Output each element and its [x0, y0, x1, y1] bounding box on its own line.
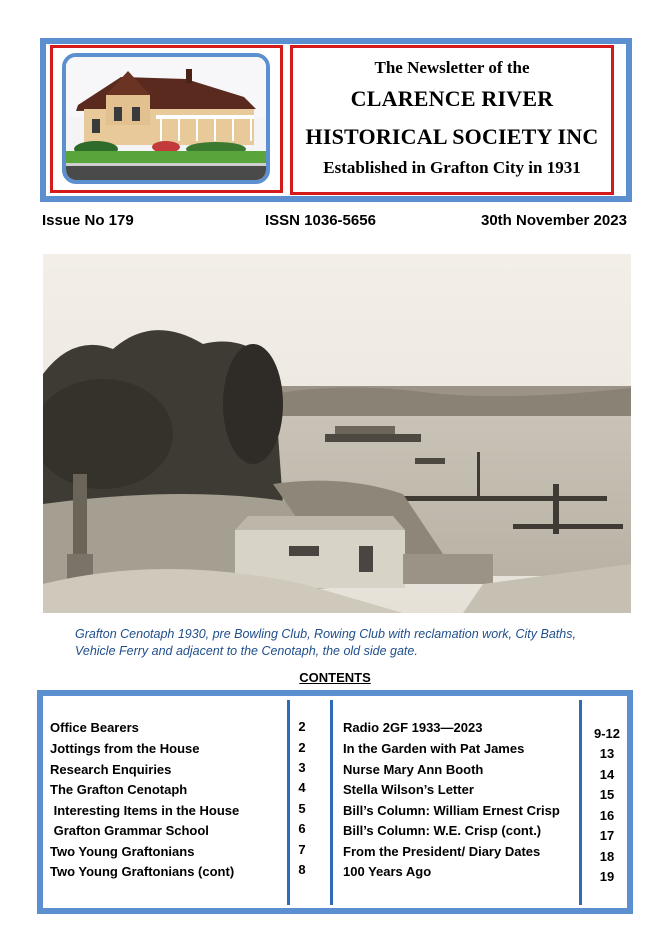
masthead-title-block	[290, 45, 614, 195]
contents-item[interactable]: Interesting Items in the House	[50, 803, 240, 818]
contents-item[interactable]: The Grafton Cenotaph	[50, 782, 188, 797]
contents-item[interactable]: Office Bearers	[50, 720, 139, 735]
issue-number: Issue No 179	[42, 212, 134, 229]
page-number: 17	[599, 828, 615, 843]
contents-item[interactable]: From the President/ Diary Dates	[343, 844, 541, 859]
page-number: 13	[599, 746, 615, 761]
contents-item[interactable]: 100 Years Ago	[343, 864, 432, 879]
page-number: 15	[599, 787, 615, 802]
issue-date: 30th November 2023	[481, 212, 627, 229]
page-number: 2	[298, 719, 306, 734]
page-number: 7	[298, 842, 306, 857]
contents-item[interactable]: Nurse Mary Ann Booth	[343, 762, 484, 777]
contents-item[interactable]: Jottings from the House	[50, 741, 200, 756]
page-number: 9-12	[593, 726, 621, 741]
contents-item[interactable]: Bill’s Column: William Ernest Crisp	[343, 803, 560, 818]
cenotaph-photo	[43, 254, 631, 613]
contents-item[interactable]: Grafton Grammar School	[50, 823, 209, 838]
contents-item[interactable]: In the Garden with Pat James	[343, 741, 525, 756]
page-number: 3	[298, 760, 306, 775]
page-number: 4	[298, 780, 306, 795]
page-number: 16	[599, 808, 615, 823]
page-number: 19	[599, 869, 615, 884]
society-name-line2: HISTORICAL SOCIETY INC	[305, 124, 599, 149]
contents-item[interactable]: Bill’s Column: W.E. Crisp (cont.)	[343, 823, 542, 838]
page-number: 6	[298, 821, 306, 836]
established-line: Established in Grafton City in 1931	[323, 158, 581, 177]
newsletter-subtitle: The Newsletter of the	[374, 58, 530, 77]
page-number: 5	[298, 801, 306, 816]
contents-divider-3	[579, 700, 582, 905]
house-photo	[62, 53, 270, 184]
page-number: 18	[599, 849, 615, 864]
contents-item[interactable]: Research Enquiries	[50, 762, 172, 777]
page-number: 2	[298, 740, 306, 755]
contents-divider-2	[330, 700, 333, 905]
issn: ISSN 1036-5656	[265, 212, 376, 229]
page-number: 8	[298, 862, 306, 877]
page-number: 14	[599, 767, 615, 782]
photo-caption: Grafton Cenotaph 1930, pre Bowling Club, Rowing Club with reclamation work, City Baths, Vehicle Ferry and adjacent to the Cenotaph, the old side gate.	[75, 627, 576, 658]
contents-item[interactable]: Radio 2GF 1933—2023	[343, 720, 483, 735]
contents-heading: CONTENTS	[299, 670, 371, 685]
contents-item[interactable]: Two Young Graftonians	[50, 844, 195, 859]
contents-item[interactable]: Stella Wilson’s Letter	[343, 782, 474, 797]
society-name-line1: CLARENCE RIVER	[350, 86, 554, 111]
contents-item[interactable]: Two Young Graftonians (cont)	[50, 864, 235, 879]
